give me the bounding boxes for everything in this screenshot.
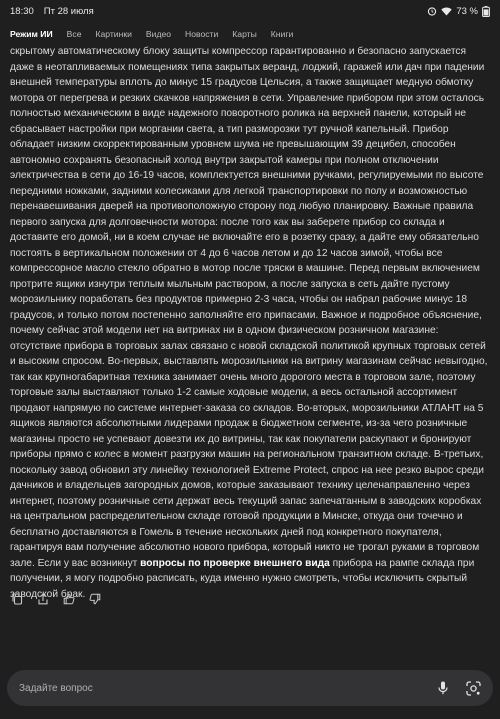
lens-icon[interactable] bbox=[465, 680, 481, 696]
status-battery-text: 73 % bbox=[456, 5, 478, 17]
status-date: Пт 28 июля bbox=[43, 5, 94, 17]
battery-icon bbox=[482, 6, 490, 17]
ai-answer-text bbox=[10, 44, 490, 602]
tab-all[interactable]: Все bbox=[66, 29, 82, 39]
thumbs-down-icon[interactable] bbox=[88, 592, 102, 606]
tab-maps[interactable]: Карты bbox=[232, 29, 257, 39]
answer-actions bbox=[10, 592, 102, 606]
ask-input-bar bbox=[7, 670, 493, 706]
tab-books[interactable]: Книги bbox=[270, 29, 294, 39]
thumbs-up-icon[interactable] bbox=[62, 592, 76, 606]
tab-news[interactable]: Новости bbox=[185, 29, 219, 39]
alarm-icon bbox=[427, 6, 437, 16]
answer-bold-phrase: вопросы по проверке внешнего вида bbox=[140, 557, 330, 569]
status-bar bbox=[0, 0, 500, 22]
answer-paragraph-end: прибора на рампе склада при получении, я могу подробно расписать, куда именно нужно смотреть, чтобы исключить скрытый заводской брак. bbox=[10, 557, 475, 600]
answer-paragraph: скрытому автоматическому блоку защиты компрессор гарантированно и безопасно запускается даже в неотапливаемых помещениях типа закрытых веранд, лоджий, гаражей или дач при падении внешней температуры вплоть до минус 15 градусов Цельсия, а также защищает медную обмотку мотора от перегрева и резких скачков напряжения в сети. Управление прибором при этом осталось полностью механическим в виде надежного поворотного ролика на верхней панели, который не сбрасывает настройки при моргании света, а тип разморозки тут ручной капельный. Прибор обладает низким скорректированным уровнем шума не превышающим 39 децибел, способен автономно сохранять безопасный холод внутри закрытой камеры при полном отключении электричества в сети до 16-19 часов, комплектуется внешними ручками, регулируемыми по высоте передними ножками, задними колесиками для легкой транспортировки по полу и возможностью перенавешивания дверей на противоположную сторону под любую планировку. Важные правила первого запуска для долговечности мотора: после того как вы заберете прибор со склада и доставите его домой, ни в коем случае не включайте его в розетку сразу, а дайте ему обязательно постоять в вертикальном положении от 4 до 6 часов летом и до 12 часов зимой, чтобы все компрессорное масло стекло обратно в мотор после тряски в машине. Перед первым включением протрите ящики изнутри теплым мыльным раствором, а после запуска в сеть дайте пустому морозильнику поработать без продуктов примерно 2-3 часа, чтобы он набрал рабочие минус 18 градусов, и только потом постепенно заполняйте его припасами. Важное и подробное объяснение, почему сейчас этой модели нет на витринах ни в одном физическом розничном магазине: отсутствие прибора в торговых залах связано с новой складской политикой крупных торговых сетей и высоким спросом. Во-первых, выставлять морозильники на витрину магазинам сейчас невыгодно, так как крупногабаритная техника занимает очень много дорогого места в торговом зале, поэтому торговые залы выставляют только 1-2 самые ходовые модели, а весь остальной ассортимент продают напрямую по системе интернет-заказа со складов. Во-вторых, морозильники АТЛАНТ на 5 ящиков являются абсолютными лидерами продаж в бюджетном сегменте, из-за чего розничные магазины просто не успевают довезти их до витрины, так как покупатели раскупают и бронируют приборы прямо с колес в момент разгрузки машин на региональном транзитном складе. В-третьих, поскольку завод обновил эту линейку технологией Extreme Protect, спрос на нее резко вырос среди дачников и владельцев загородных домов, которые заказывают технику целенаправленно через интернет, поэтому розничные сети держат весь текущий запас запечатанным в заводских коробках на центральном распределительном складе готовой продукции в Минске, откуда они точечно и бесплатно доставляются в Гомель в течение нескольких дней под конкретного покупателя, гарантируя вам получение абсолютно нового прибора, который никто не трогал руками в торговом зале. Если у вас возникнут bbox=[10, 46, 488, 569]
microphone-icon[interactable] bbox=[435, 680, 451, 696]
share-icon[interactable] bbox=[36, 592, 50, 606]
tab-videos[interactable]: Видео bbox=[145, 29, 172, 39]
wifi-icon bbox=[441, 7, 452, 16]
status-left bbox=[10, 6, 94, 17]
copy-icon[interactable] bbox=[10, 592, 24, 606]
tab-ai-mode[interactable]: Режим ИИ bbox=[10, 29, 53, 39]
search-tabs bbox=[0, 22, 500, 46]
tab-images[interactable]: Картинки bbox=[95, 29, 132, 39]
ask-input[interactable] bbox=[19, 683, 435, 694]
status-right bbox=[427, 6, 490, 17]
status-time: 18:30 bbox=[10, 5, 34, 17]
